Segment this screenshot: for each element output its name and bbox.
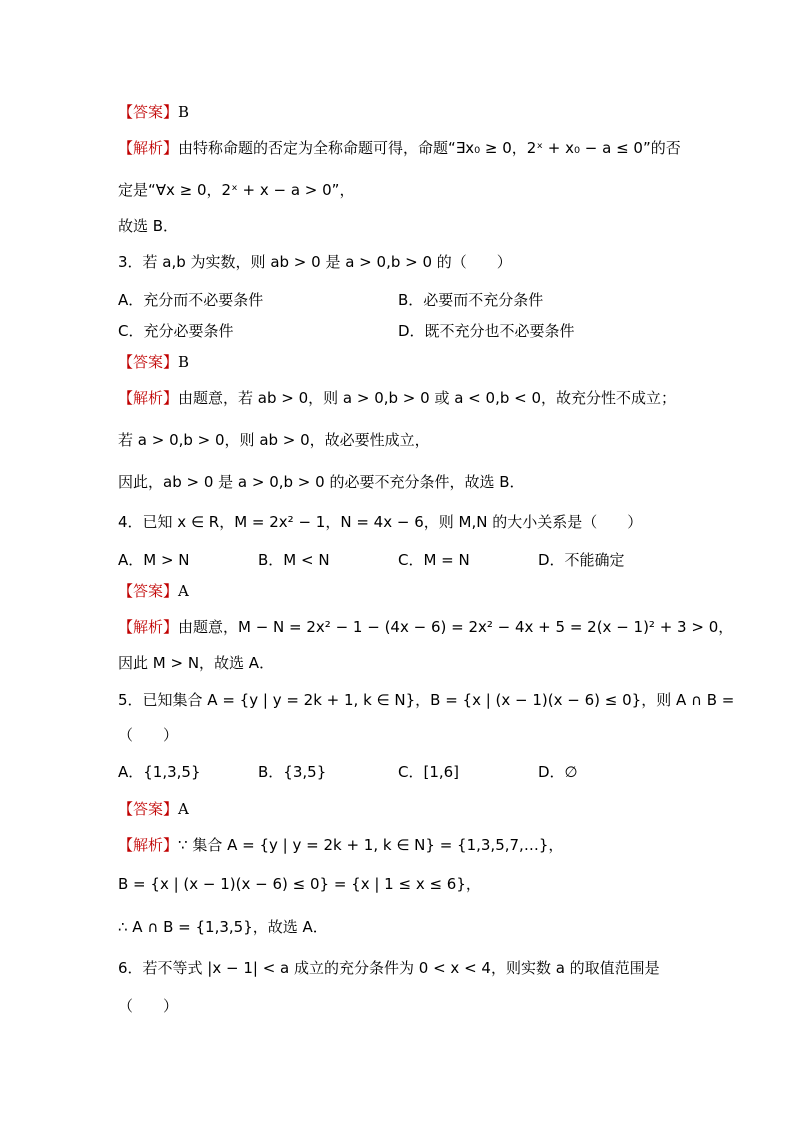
analysis-label: 【解析】	[118, 836, 179, 854]
analysis-line-1b	[118, 180, 354, 200]
analysis-line-1c	[118, 216, 178, 236]
q5-option-b: B．{3,5}	[258, 763, 327, 781]
analysis-text: 由题意，M − N = 2x² − 1 − (4x − 6) = 2x² − 4x + 5 = 2(x − 1)² + 3 > 0，	[178, 618, 734, 636]
analysis-line-1a	[118, 138, 681, 158]
answer-line-1	[118, 102, 189, 122]
answer-line-4	[118, 581, 189, 601]
q5-option-c: C．[1,6]	[398, 763, 460, 781]
answer-label: 【答案】	[118, 103, 179, 121]
analysis-label: 【解析】	[118, 139, 179, 157]
analysis-text: 由题意，若 ab > 0，则 a > 0,b > 0 或 a < 0,b < 0，故充分性不成立；	[178, 389, 677, 407]
q3-option-b: B．必要而不充分条件	[398, 291, 544, 309]
analysis-line-3c: 因此，ab > 0 是 a > 0,b > 0 的必要不充分条件，故选 B．	[118, 473, 525, 491]
q4-option-c: C．M = N	[398, 551, 470, 569]
q3-option-c: C．充分必要条件	[118, 322, 234, 340]
analysis-line-4b: 因此 M > N，故选 A．	[118, 654, 275, 672]
answer-line-5	[118, 799, 189, 819]
q5-option-a: A．{1,3,5}	[118, 763, 201, 781]
answer-label: 【答案】	[118, 353, 179, 371]
answer-label: 【答案】	[118, 800, 179, 818]
answer-value: A	[178, 582, 189, 600]
question-5-stem: 5．已知集合 A = {y | y = 2k + 1, k ∈ N}，B = {x | (x − 1)(x − 6) ≤ 0}，则 A ∩ B =	[118, 691, 735, 709]
analysis-line-4a	[118, 617, 733, 637]
q4-option-a: A．M > N	[118, 551, 190, 569]
analysis-text: 故选 B．	[118, 217, 179, 235]
question-5-stem-cont: （ ）	[118, 726, 179, 744]
analysis-label: 【解析】	[118, 618, 179, 636]
analysis-text: ∵ 集合 A = {y | y = 2k + 1, k ∈ N} = {1,3,5,7,…}，	[178, 836, 564, 854]
q4-option-d: D．不能确定	[538, 551, 625, 569]
answer-value: B	[178, 103, 190, 121]
answer-value: A	[178, 800, 189, 818]
answer-value: B	[178, 353, 190, 371]
analysis-line-5c: ∴ A ∩ B = {1,3,5}，故选 A．	[118, 918, 328, 936]
analysis-line-5b: B = {x | (x − 1)(x − 6) ≤ 0} = {x | 1 ≤ x ≤ 6}，	[118, 875, 481, 893]
answer-label: 【答案】	[118, 582, 179, 600]
question-3-stem: 3．若 a,b 为实数，则 ab > 0 是 a > 0,b > 0 的（ ）	[118, 253, 512, 271]
analysis-label: 【解析】	[118, 389, 179, 407]
analysis-line-5a	[118, 835, 563, 855]
analysis-text: 定是“∀x ≥ 0，2ˣ + x − a > 0”，	[118, 181, 355, 199]
q5-option-d: D．∅	[538, 763, 578, 781]
analysis-line-3a	[118, 388, 676, 408]
q3-option-d: D．既不充分也不必要条件	[398, 322, 575, 340]
question-6-stem-cont: （ ）	[118, 997, 179, 1015]
q3-option-a: A．充分而不必要条件	[118, 291, 264, 309]
answer-line-3	[118, 352, 189, 372]
question-6-stem: 6．若不等式 |x − 1| < a 成立的充分条件为 0 < x < 4，则实数 a 的取值范围是	[118, 959, 660, 977]
question-4-stem: 4．已知 x ∈ R，M = 2x² − 1，N = 4x − 6，则 M,N 的大小关系是（ ）	[118, 513, 643, 531]
analysis-line-3b: 若 a > 0,b > 0，则 ab > 0，故必要性成立，	[118, 431, 430, 449]
q4-option-b: B．M < N	[258, 551, 330, 569]
analysis-text: 由特称命题的否定为全称命题可得，命题“∃x₀ ≥ 0，2ˣ + x₀ − a ≤ 0”的否	[178, 139, 681, 157]
